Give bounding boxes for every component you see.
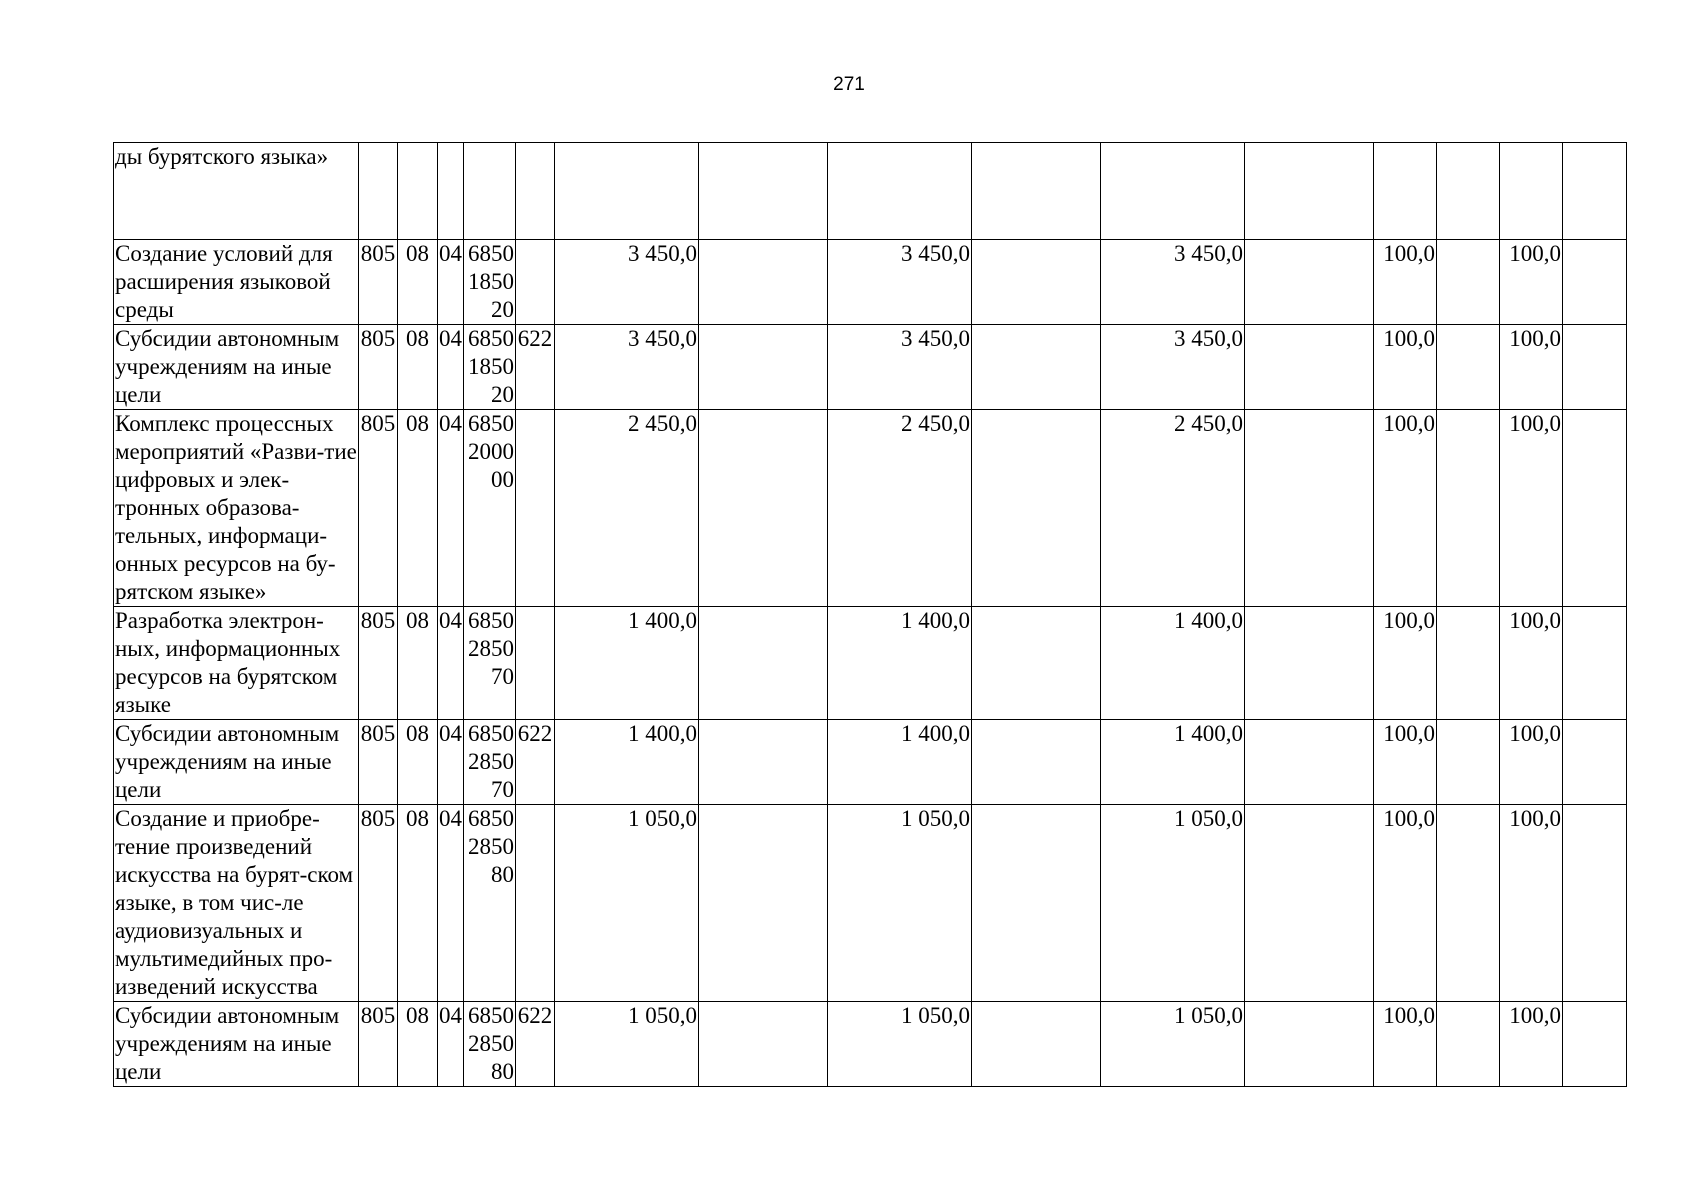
cell-pr: 04 [438,325,464,410]
cell-amount-3: 1 050,0 [1101,1002,1245,1087]
cell-amount-1: 1 050,0 [555,1002,699,1087]
cell-percent-1: 100,0 [1374,805,1437,1002]
cell-empty [1437,1002,1500,1087]
cell-vr: 622 [516,325,555,410]
cell-gr: 805 [359,720,398,805]
cell-empty [699,410,828,607]
cell-amount-1: 3 450,0 [555,325,699,410]
row-name: Разработка электрон-ных, информационных ресурсов на бурятском языке [114,607,359,720]
cell-rz: 08 [398,607,438,720]
cell-amount-1: 1 400,0 [555,720,699,805]
cell-empty [1245,240,1374,325]
cell-empty [699,325,828,410]
cell-pr: 04 [438,805,464,1002]
cell-empty [1245,607,1374,720]
cell-csr [464,720,516,805]
cell-amount-2: 1 050,0 [828,1002,972,1087]
cell-empty [972,240,1101,325]
cell-percent-2: 100,0 [1500,805,1563,1002]
cell-amount-3: 1 050,0 [1101,805,1245,1002]
cell-empty [1563,410,1627,607]
cell-csr [464,805,516,1002]
cell-rz: 08 [398,720,438,805]
cell-gr: 805 [359,1002,398,1087]
cell-rz: 08 [398,1002,438,1087]
cell-amount-2: 3 450,0 [828,240,972,325]
csr-code-part: 2850 [468,636,514,661]
cell-empty [1245,720,1374,805]
table-row [114,240,1627,325]
table-row [114,410,1627,607]
budget-table [113,142,1627,1087]
cell-empty [1563,805,1627,1002]
row-name: Создание условий для расширения языковой среды [114,240,359,325]
cell-empty [1563,325,1627,410]
csr-code-part: 70 [491,664,514,689]
cell-empty [699,805,828,1002]
csr-code-part: 2850 [468,749,514,774]
cell-amount-3: 2 450,0 [1101,410,1245,607]
cell-percent-2: 100,0 [1500,240,1563,325]
csr-code-part: 2850 [468,1031,514,1056]
row-name: Субсидии автономным учреждениям на иные цели [114,720,359,805]
cell-vr [516,607,555,720]
csr-code-part: 6850 [468,1003,514,1028]
cell-amount-3: 3 450,0 [1101,240,1245,325]
cell-empty [1245,143,1374,240]
cell-percent-2: 100,0 [1500,325,1563,410]
cell-vr [516,410,555,607]
cell-empty [1437,143,1500,240]
table-row [114,607,1627,720]
cell-percent-1: 100,0 [1374,607,1437,720]
cell-vr [516,240,555,325]
cell-empty [1437,805,1500,1002]
cell-empty [972,325,1101,410]
cell-csr [464,143,516,240]
cell-amount-2: 1 400,0 [828,720,972,805]
cell-percent-2: 100,0 [1500,720,1563,805]
cell-csr [464,325,516,410]
csr-code-part: 6850 [468,608,514,633]
cell-empty [1245,805,1374,1002]
cell-empty [699,607,828,720]
cell-amount-1: 2 450,0 [555,410,699,607]
csr-code-part: 6850 [468,241,514,266]
row-name: Субсидии автономным учреждениям на иные цели [114,325,359,410]
cell-amount-2: 1 050,0 [828,805,972,1002]
cell-amount-3: 1 400,0 [1101,720,1245,805]
page-number: 271 [833,74,865,95]
cell-gr: 805 [359,805,398,1002]
cell-pr: 04 [438,607,464,720]
cell-pr: 04 [438,720,464,805]
csr-code-part: 80 [491,862,514,887]
csr-code-part: 6850 [468,411,514,436]
cell-pr [438,143,464,240]
csr-code-part: 6850 [468,721,514,746]
cell-empty [1245,1002,1374,1087]
cell-empty [1563,1002,1627,1087]
cell-amount-1: 1 400,0 [555,607,699,720]
csr-code-part: 6850 [468,326,514,351]
cell-vr: 622 [516,720,555,805]
cell-empty [699,1002,828,1087]
row-name: ды бурятского языка» [114,143,359,240]
cell-percent-2: 100,0 [1500,1002,1563,1087]
cell-gr: 805 [359,325,398,410]
cell-rz: 08 [398,805,438,1002]
row-name: Субсидии автономным учреждениям на иные цели [114,1002,359,1087]
cell-gr: 805 [359,410,398,607]
csr-code-part: 2000 [468,439,514,464]
cell-empty [1437,410,1500,607]
cell-amount-2: 2 450,0 [828,410,972,607]
table-row [114,1002,1627,1087]
row-name: Создание и приобре-тение произведений искусства на бурят-ском языке, в том чис-ле аудиовизуальных и мультимедийных про-изведений искусства [114,805,359,1002]
cell-rz: 08 [398,410,438,607]
cell-gr: 805 [359,240,398,325]
cell-gr: 805 [359,607,398,720]
cell-amount-3: 3 450,0 [1101,325,1245,410]
cell-rz: 08 [398,240,438,325]
table-row [114,805,1627,1002]
cell-csr [464,607,516,720]
cell-percent-1 [1374,143,1437,240]
cell-percent-1: 100,0 [1374,410,1437,607]
cell-empty [972,1002,1101,1087]
cell-amount-3 [1101,143,1245,240]
cell-gr [359,143,398,240]
csr-code-part: 1850 [468,269,514,294]
cell-amount-1 [555,143,699,240]
csr-code-part: 70 [491,777,514,802]
cell-empty [972,720,1101,805]
cell-pr: 04 [438,1002,464,1087]
csr-code-part: 20 [491,297,514,322]
cell-csr [464,1002,516,1087]
cell-percent-2: 100,0 [1500,410,1563,607]
cell-empty [972,143,1101,240]
cell-empty [1437,240,1500,325]
cell-percent-1: 100,0 [1374,720,1437,805]
cell-rz [398,143,438,240]
cell-empty [972,607,1101,720]
cell-empty [972,410,1101,607]
cell-amount-1: 1 050,0 [555,805,699,1002]
cell-empty [1245,325,1374,410]
cell-rz: 08 [398,325,438,410]
csr-code-part: 00 [491,467,514,492]
cell-percent-2: 100,0 [1500,607,1563,720]
cell-percent-1: 100,0 [1374,325,1437,410]
cell-percent-1: 100,0 [1374,240,1437,325]
cell-empty [1437,325,1500,410]
cell-empty [1437,720,1500,805]
cell-pr: 04 [438,240,464,325]
cell-empty [699,720,828,805]
csr-code-part: 2850 [468,834,514,859]
csr-code-part: 6850 [468,806,514,831]
cell-empty [1245,410,1374,607]
cell-empty [1563,143,1627,240]
cell-amount-2 [828,143,972,240]
csr-code-part: 80 [491,1059,514,1084]
cell-empty [699,240,828,325]
cell-empty [1563,607,1627,720]
csr-code-part: 1850 [468,354,514,379]
table-row [114,720,1627,805]
cell-percent-1: 100,0 [1374,1002,1437,1087]
cell-empty [972,805,1101,1002]
table-row [114,143,1627,240]
cell-pr: 04 [438,410,464,607]
table-row [114,325,1627,410]
cell-amount-2: 1 400,0 [828,607,972,720]
row-name: Комплекс процессных мероприятий «Разви-тие цифровых и элек-тронных образова-тельных, информаци-онных ресурсов на бу-рятском языке» [114,410,359,607]
cell-amount-1: 3 450,0 [555,240,699,325]
cell-empty [1563,720,1627,805]
cell-vr [516,143,555,240]
csr-code-part: 20 [491,382,514,407]
cell-percent-2 [1500,143,1563,240]
cell-vr [516,805,555,1002]
cell-amount-2: 3 450,0 [828,325,972,410]
cell-empty [699,143,828,240]
cell-empty [1563,240,1627,325]
cell-empty [1437,607,1500,720]
cell-amount-3: 1 400,0 [1101,607,1245,720]
cell-vr: 622 [516,1002,555,1087]
cell-csr [464,410,516,607]
cell-csr [464,240,516,325]
